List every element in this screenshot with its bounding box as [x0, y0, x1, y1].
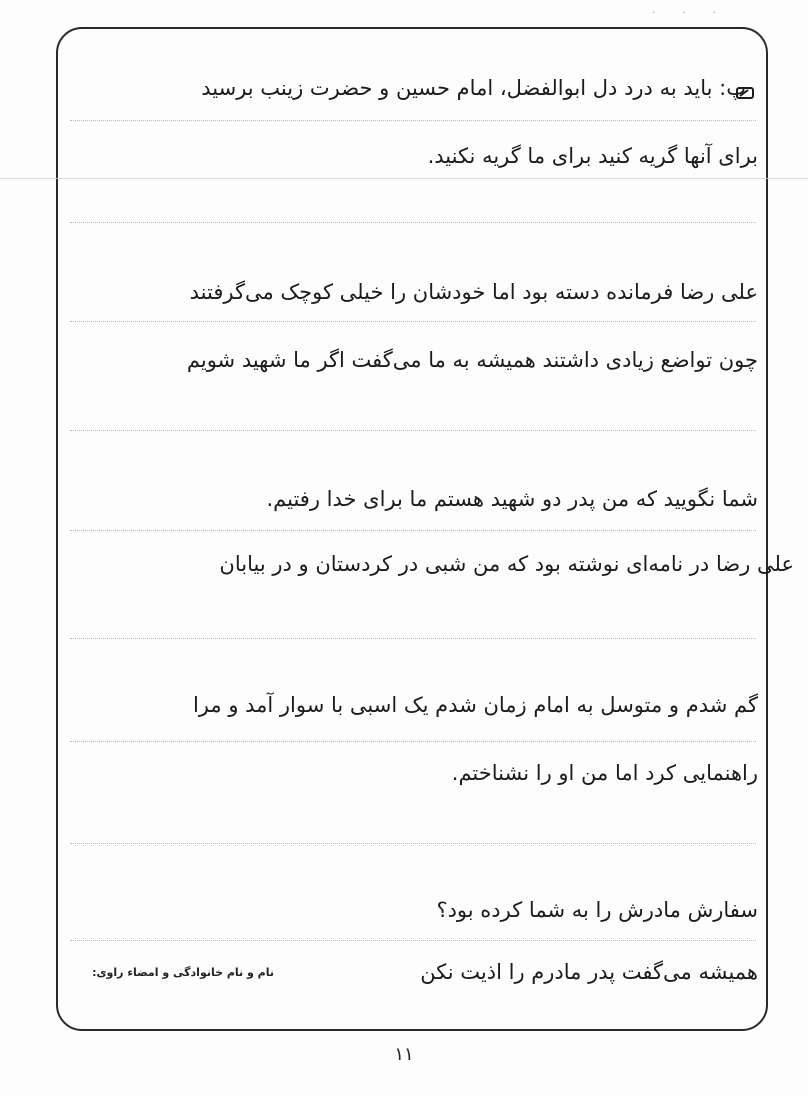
handwritten-line: چون تواضع زیادی داشتند همیشه به ما می‌گفت اگر ما شهید شویم	[186, 348, 758, 372]
handwritten-line: علی رضا فرمانده دسته بود اما خودشان را خیلی کوچک می‌گرفتند	[189, 280, 758, 304]
ruled-line	[70, 222, 756, 223]
ruled-line	[70, 530, 756, 531]
ruled-line	[70, 940, 756, 941]
handwritten-line: راهنمایی کرد اما من او را نشناختم.	[451, 761, 758, 785]
ruled-line	[70, 321, 756, 322]
scan-specks: · · ·	[652, 8, 728, 19]
ruled-line	[70, 638, 756, 639]
ruled-line	[70, 430, 756, 431]
ruled-line	[70, 741, 756, 742]
handwritten-line: شما نگویید که من پدر دو شهید هستم ما برای خدا رفتیم.	[266, 487, 758, 511]
ruled-line	[70, 120, 756, 121]
page-number: ۱۱	[394, 1044, 414, 1065]
handwritten-line: برای آنها گریه کنید برای ما گریه نکنید.	[427, 144, 758, 168]
ruled-line	[70, 843, 756, 844]
handwritten-line: گم شدم و متوسل به امام زمان شدم یک اسبی با سوار آمد و مرا	[192, 693, 758, 717]
paper-fold-line	[0, 178, 808, 179]
handwritten-question: سفارش مادرش را به شما کرده بود؟	[436, 898, 758, 922]
handwritten-line: علی رضا در نامه‌ای نوشته بود که من شبی در کردستان و در بیابان	[219, 552, 794, 576]
handwritten-line: پ: باید به درد دل ابوالفضل، امام حسین و حضرت زینب برسید	[201, 76, 746, 100]
narrator-signature-label: نام و نام خانوادگی و امضاء راوی:	[92, 966, 274, 979]
handwritten-answer: همیشه می‌گفت پدر مادرم را اذیت نکن	[420, 960, 758, 984]
